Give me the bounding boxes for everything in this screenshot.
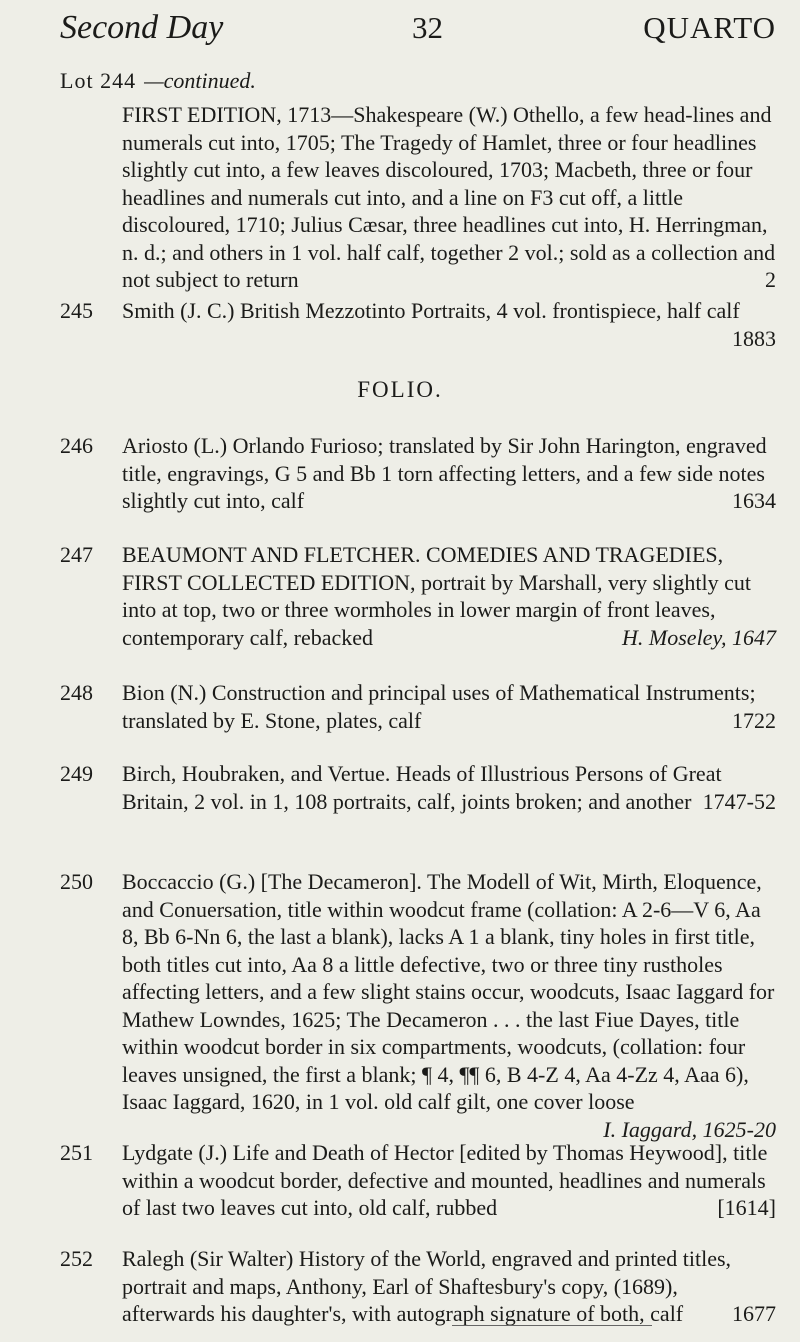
lot-number: 246 <box>60 433 93 458</box>
lot-text: Ralegh (Sir Walter) History of the World, engraved and printed titles, portrait and maps, Anthony, Earl of Shaftesbury's copy, (1689), afterwards his daughter's, with autograph signature of both, calf <box>122 1246 732 1326</box>
lot-date: 1634 <box>732 488 776 513</box>
lot-number: 250 <box>60 869 93 894</box>
lot-date: 1722 <box>732 707 776 733</box>
lot-date: [1614] <box>717 1195 776 1220</box>
lot-date: 1747-52 <box>702 788 776 814</box>
lot-entry-249 <box>60 760 776 815</box>
lot-number: 249 <box>60 761 93 786</box>
lot-heading <box>60 68 256 94</box>
lot-entry-252 <box>60 1245 776 1328</box>
end-rule <box>452 1325 652 1326</box>
lot-text: Smith (J. C.) British Mezzotinto Portraits, 4 vol. frontispiece, half calf <box>122 298 740 323</box>
page-number: 32 <box>412 10 443 45</box>
lot-number: 252 <box>60 1246 93 1271</box>
lot-date: 1677 <box>732 1301 776 1326</box>
lot-entry-244 <box>60 101 776 294</box>
lot-number: 251 <box>60 1140 93 1165</box>
lot-text: Birch, Houbraken, and Vertue. Heads of Illustrious Persons of Great Britain, 2 vol. in 1, 108 portraits, calf, joints broken; and another <box>122 761 722 814</box>
section-heading: FOLIO. <box>357 377 443 402</box>
lot-label: Lot <box>60 68 94 93</box>
lot-entry-247 <box>60 541 776 651</box>
lot-entry-245 <box>60 297 776 352</box>
lot-text: FIRST EDITION, 1713—Shakespeare (W.) Othello, a few head-lines and numerals cut into, 1705; The Tragedy of Hamlet, three or four headlines slightly cut into, a few leaves discoloured, 1703; Macbeth, three or four headlines and numerals cut into, and a line on F3 cut off, a little discoloured, 1710; Julius Cæsar, three headlines cut into, H. Herringman, n. d.; and others in 1 vol. half calf, together 2 vol.; sold as a collection and not subject to return <box>122 102 776 292</box>
lot-number: 244 <box>100 68 137 93</box>
lot-date: 2 <box>765 267 776 292</box>
running-head-left: Second Day <box>60 9 224 46</box>
lot-number: 247 <box>60 542 93 567</box>
lot-number: 245 <box>60 298 93 323</box>
lot-text: BEAUMONT AND FLETCHER. COMEDIES AND TRAGEDIES, FIRST COLLECTED EDITION, portrait by Marshall, very slightly cut into at top, two or three wormholes in lower margin of front leaves, contemporary calf, rebacked <box>122 542 751 650</box>
lot-date: H. Moseley, 1647 <box>622 624 776 650</box>
lot-entry-246 <box>60 432 776 515</box>
lot-text: Boccaccio (G.) [The Decameron]. The Modell of Wit, Mirth, Eloquence, and Conuersation, title within woodcut frame (collation: A 2-6—V 6, Aa 8, Bb 6-Nn 6, the last a blank), lacks A 1 a blank, tiny holes in first title, both titles cut into, Aa 8 a little defective, two or three tiny rustholes affecting letters, and a few slight stains occur, woodcuts, Isaac Iaggard for Mathew Lowndes, 1625; The Decameron . . . the last Fiue Dayes, title within woodcut border in six compartments, woodcuts, (collation: four leaves unsigned, the first a blank; ¶ 4, ¶¶ 6, B 4-Z 4, Aa 4-Zz 4, Aaa 6), Isaac Iaggard, 1620, in 1 vol. old calf gilt, one cover loose <box>122 869 775 1114</box>
lot-text: Bion (N.) Construction and principal uses of Mathematical Instruments; translated by E. Stone, plates, calf <box>122 680 756 733</box>
lot-entry-248 <box>60 679 776 734</box>
lot-continued: —continued. <box>144 68 256 93</box>
lot-date: 1883 <box>732 325 776 351</box>
lot-text: Ariosto (L.) Orlando Furioso; translated by Sir John Harington, engraved title, engravings, G 5 and Bb 1 torn affecting letters, and a few side notes slightly cut into, calf <box>122 433 767 513</box>
lot-entry-251 <box>60 1139 776 1222</box>
lot-text: Lydgate (J.) Life and Death of Hector [edited by Thomas Heywood], title within a woodcut border, defective and mounted, headlines and numerals of last two leaves cut into, old calf, rubbed <box>122 1140 768 1220</box>
running-head-right: QUARTO <box>643 10 776 45</box>
lot-entry-250 <box>60 868 776 1143</box>
lot-number: 248 <box>60 680 93 705</box>
lot-date: I. Iaggard, 1625-20 <box>603 1116 776 1142</box>
page-header <box>60 4 776 52</box>
